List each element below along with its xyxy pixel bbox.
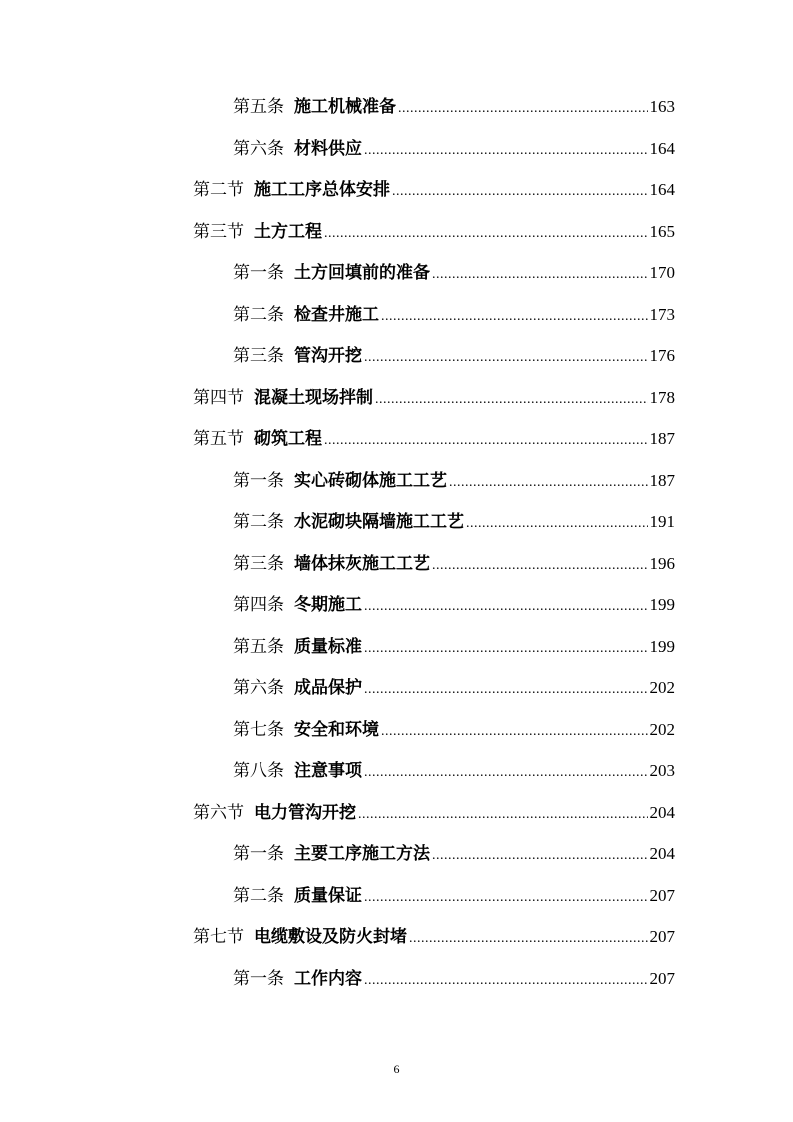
toc-entry-title: 安全和环境 <box>294 719 379 740</box>
toc-entry-title: 墙体抹灰施工工艺 <box>294 553 430 574</box>
toc-entry-page: 202 <box>649 719 675 739</box>
toc-dot-leader <box>392 177 648 207</box>
toc-dot-leader <box>364 343 648 373</box>
toc-entry-number: 第二条 <box>233 512 284 532</box>
toc-entry-title: 检查井施工 <box>294 304 379 325</box>
toc-dot-leader <box>381 302 648 332</box>
toc-entry-page: 196 <box>649 553 675 573</box>
toc-dot-leader <box>381 717 648 747</box>
toc-entry-page: 202 <box>649 678 675 697</box>
toc-entry-title: 主要工序施工方法 <box>294 844 430 864</box>
toc-entry-page: 207 <box>649 927 675 946</box>
toc-entry[interactable] <box>193 175 675 205</box>
toc-entry-number: 第一条 <box>233 470 284 491</box>
toc-entry-number: 第五条 <box>233 636 284 657</box>
toc-entry-page: 164 <box>649 138 675 158</box>
toc-entry-number: 第四节 <box>193 387 244 408</box>
toc-entry-number: 第七节 <box>193 927 244 947</box>
toc-dot-leader <box>324 219 648 249</box>
toc-entry-title: 管沟开挖 <box>294 346 362 366</box>
toc-entry-page: 170 <box>649 263 675 282</box>
toc-entry-title: 土方工程 <box>254 221 322 242</box>
toc-entry-page: 207 <box>649 885 675 905</box>
toc-entry-number: 第二节 <box>193 180 244 200</box>
toc-entry[interactable] <box>233 715 675 745</box>
toc-entry-number: 第二条 <box>233 304 284 325</box>
toc-entry-page: 204 <box>649 802 675 822</box>
toc-entry[interactable] <box>233 92 675 122</box>
toc-entry-number: 第二条 <box>233 885 284 906</box>
toc-dot-leader <box>466 509 648 539</box>
toc-entry-page: 173 <box>649 304 675 324</box>
toc-entry-title: 质量保证 <box>294 885 362 906</box>
toc-dot-leader <box>364 136 648 166</box>
toc-entry-number: 第三节 <box>193 221 244 242</box>
toc-entry-title: 电缆敷设及防火封堵 <box>254 927 407 947</box>
toc-entry-title: 注意事项 <box>294 761 362 781</box>
toc-entry-number: 第六条 <box>233 138 284 159</box>
toc-dot-leader <box>324 426 648 456</box>
toc-entry-page: 187 <box>649 429 675 448</box>
toc-entry[interactable] <box>233 549 675 579</box>
toc-entry[interactable] <box>233 756 675 786</box>
toc-entry-title: 实心砖砌体施工工艺 <box>294 470 447 491</box>
toc-dot-leader <box>375 385 648 415</box>
toc-entry-number: 第一条 <box>233 844 284 864</box>
toc-entry-page: 164 <box>649 180 675 199</box>
toc-entry-number: 第一条 <box>233 263 284 283</box>
toc-dot-leader <box>432 841 648 871</box>
toc-dot-leader <box>432 551 648 581</box>
toc-dot-leader <box>358 800 648 830</box>
toc-entry-page: 187 <box>649 470 675 490</box>
toc-entry[interactable] <box>233 507 675 537</box>
toc-entry[interactable] <box>233 466 675 496</box>
toc-entry[interactable] <box>233 632 675 662</box>
toc-entry[interactable] <box>193 922 675 952</box>
toc-entry-page: 204 <box>649 844 675 863</box>
toc-entry-number: 第三条 <box>233 346 284 366</box>
page-number: 6 <box>393 1062 400 1076</box>
toc-entry-number: 第六节 <box>193 802 244 823</box>
toc-entry-title: 土方回填前的准备 <box>294 263 430 283</box>
toc-entry-number: 第八条 <box>233 761 284 781</box>
toc-entry[interactable] <box>233 134 675 164</box>
toc-entry-title: 质量标准 <box>294 636 362 657</box>
toc-entry-page: 165 <box>649 221 675 241</box>
toc-entry-number: 第七条 <box>233 719 284 740</box>
toc-entry-title: 电力管沟开挖 <box>254 802 356 823</box>
toc-entry-page: 178 <box>649 387 675 407</box>
toc-entry-number: 第六条 <box>233 678 284 698</box>
toc-entry-page: 191 <box>649 512 675 531</box>
toc-entry[interactable] <box>193 383 675 413</box>
toc-entry[interactable] <box>233 258 675 288</box>
toc-dot-leader <box>364 592 648 622</box>
toc-dot-leader <box>398 94 648 124</box>
toc-dot-leader <box>364 675 648 705</box>
toc-entry-page: 203 <box>649 761 675 780</box>
toc-entry-number: 第四条 <box>233 595 284 615</box>
toc-entry-title: 成品保护 <box>294 678 362 698</box>
toc-dot-leader <box>364 634 648 664</box>
toc-entry[interactable] <box>233 881 675 911</box>
toc-entry-number: 第五节 <box>193 429 244 449</box>
toc-entry-page: 207 <box>649 968 675 988</box>
toc-dot-leader <box>364 966 648 996</box>
toc-dot-leader <box>449 468 648 498</box>
toc-dot-leader <box>364 758 648 788</box>
toc-entry-page: 199 <box>649 636 675 656</box>
toc-entry[interactable] <box>233 673 675 703</box>
toc-entry-title: 施工工序总体安排 <box>254 180 390 200</box>
toc-entry-number: 第一条 <box>233 968 284 989</box>
toc-entry-page: 176 <box>649 346 675 365</box>
toc-entry[interactable] <box>233 839 675 869</box>
toc-entry-title: 工作内容 <box>294 968 362 989</box>
toc-entry-number: 第三条 <box>233 553 284 574</box>
toc-dot-leader <box>432 260 648 290</box>
toc-entry-title: 混凝土现场拌制 <box>254 387 373 408</box>
toc-entry[interactable] <box>233 964 675 994</box>
toc-entry-title: 冬期施工 <box>294 595 362 615</box>
toc-entry-title: 材料供应 <box>294 138 362 159</box>
toc-entry[interactable] <box>193 424 675 454</box>
toc-dot-leader <box>409 924 648 954</box>
toc-dot-leader <box>364 883 648 913</box>
toc-entry-page: 199 <box>649 595 675 614</box>
toc-entry-page: 163 <box>649 97 675 116</box>
toc-entry[interactable] <box>193 217 675 247</box>
toc-entry-title: 水泥砌块隔墙施工工艺 <box>294 512 464 532</box>
toc-entry-title: 施工机械准备 <box>294 97 396 117</box>
toc-entry-number: 第五条 <box>233 97 284 117</box>
toc-entry[interactable] <box>233 300 675 330</box>
toc-entry[interactable] <box>193 798 675 828</box>
toc-entry[interactable] <box>233 590 675 620</box>
toc-entry[interactable] <box>233 341 675 371</box>
toc-entry-title: 砌筑工程 <box>254 429 322 449</box>
